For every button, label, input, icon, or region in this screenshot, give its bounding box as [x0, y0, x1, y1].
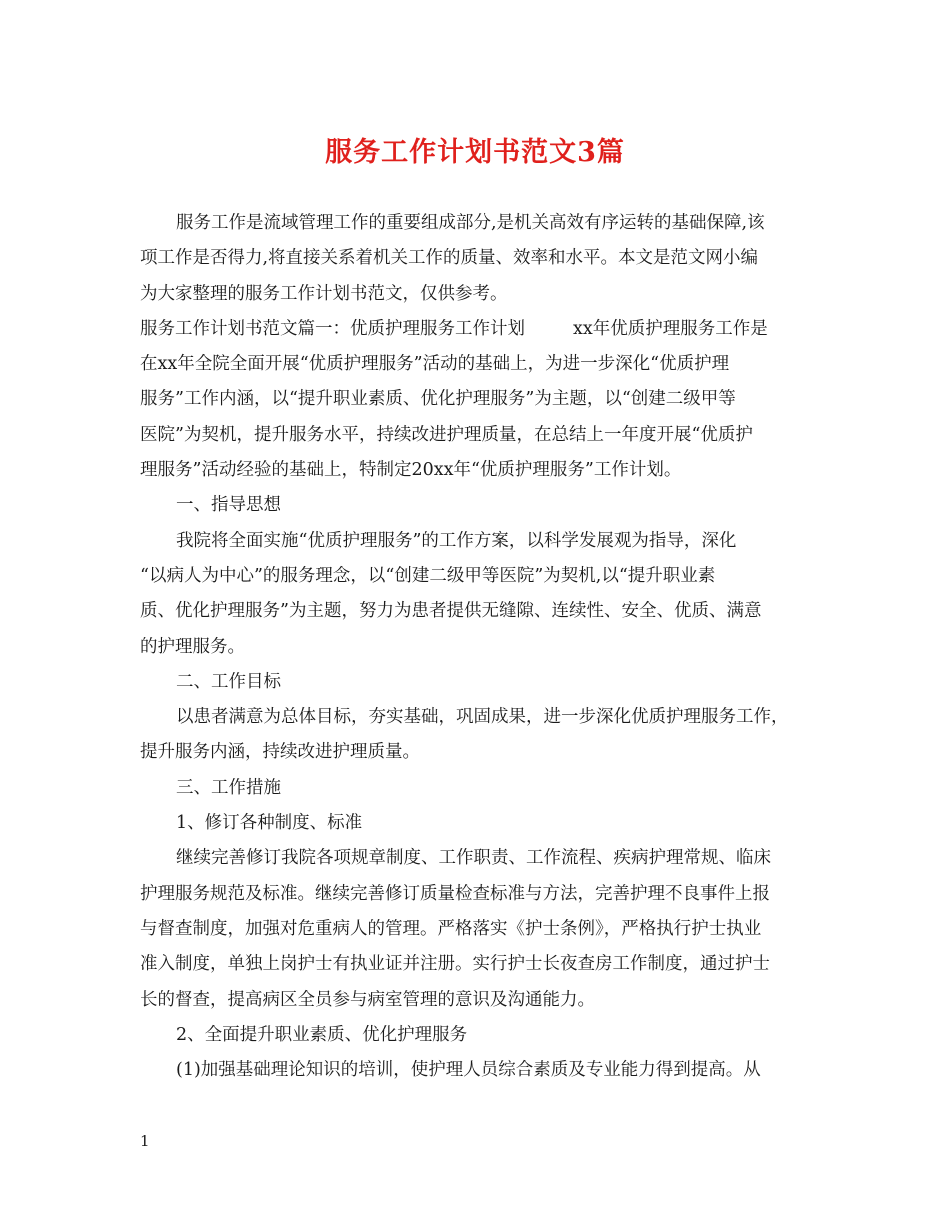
paragraph-line: 的护理服务。	[140, 636, 245, 657]
paragraph-line: (1)加强基础理论知识的培训，使护理人员综合素质及专业能力得到提高。从	[176, 1060, 761, 1081]
paragraph-line: 项工作是否得力,将直接关系着机关工作的质量、效率和水平。本文是范文网小编	[140, 248, 759, 269]
paragraph-line: 在xx年全院全面开展“优质护理服务”活动的基础上，为进一步深化“优质护理	[140, 354, 730, 375]
section-heading: 一、指导思想	[176, 495, 281, 516]
paragraph-line: 准入制度，单独上岗护士有执业证并注册。实行护士长夜查房工作制度，通过护士	[140, 954, 770, 975]
paragraph-line: 继续完善修订我院各项规章制度、工作职责、工作流程、疾病护理常规、临床	[176, 848, 771, 869]
paragraph-line: 质、优化护理服务”为主题，努力为患者提供无缝隙、连续性、安全、优质、满意	[140, 601, 762, 622]
subsection-heading: 2、全面提升职业素质、优化护理服务	[176, 1024, 468, 1045]
subsection-heading: 1、修订各种制度、标准	[176, 813, 363, 834]
paragraph-line	[140, 312, 820, 347]
paragraph-line: 我院将全面实施“优质护理服务”的工作方案，以科学发展观为指导，深化	[176, 530, 737, 551]
paragraph-line: 服务”工作内涵，以“提升职业素质、优化护理服务”为主题，以“创建二级甲等	[140, 389, 736, 410]
page-number: 1	[140, 1132, 150, 1150]
paragraph-line: 与督查制度，加强对危重病人的管理。严格落实《护士条例》，严格执行护士执业	[140, 918, 762, 939]
paragraph-line: 理服务”活动经验的基础上，特制定20xx年“优质护理服务”工作计划。	[140, 460, 682, 481]
paragraph-line: 护理服务规范及标准。继续完善修订质量检查标准与方法，完善护理不良事件上报	[140, 883, 770, 904]
document-title: 服务工作计划书范文3篇	[325, 137, 625, 168]
paragraph-line: 长的督查，提高病区全员参与病室管理的意识及沟通能力。	[140, 989, 595, 1010]
section-heading: 三、工作措施	[176, 777, 281, 798]
paragraph-line: 服务工作是流域管理工作的重要组成部分,是机关高效有序运转的基础保障,该	[176, 213, 765, 233]
section-heading: 二、工作目标	[176, 671, 281, 692]
paragraph-line: 以患者满意为总体目标，夯实基础，巩固成果，进一步深化优质护理服务工作，	[176, 707, 789, 728]
paragraph-line: 提升服务内涵，持续改进护理质量。	[140, 742, 420, 763]
paragraph-line: 医院”为契机，提升服务水平，持续改进护理质量，在总结上一年度开展“优质护	[140, 424, 753, 445]
paragraph-line: 为大家整理的服务工作计划书范文，仅供参考。	[140, 283, 508, 304]
section-heading-text: 服务工作计划书范文篇一：优质护理服务工作计划	[140, 318, 525, 339]
document-body	[140, 206, 820, 1088]
paragraph-line: “以病人为中心”的服务理念，以“创建二级甲等医院”为契机,以“提升职业素	[140, 565, 716, 586]
paragraph-text: xx年优质护理服务工作是	[573, 318, 768, 339]
